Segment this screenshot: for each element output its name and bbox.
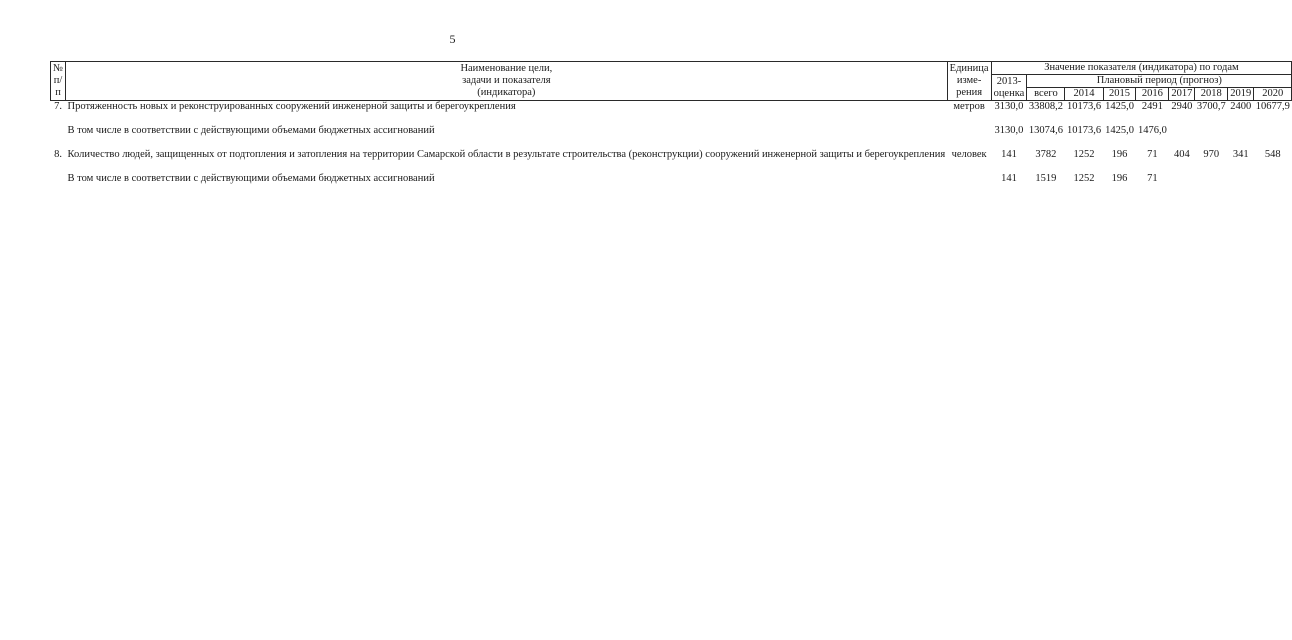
header-total: всего bbox=[1027, 88, 1065, 101]
indicator-table bbox=[50, 61, 1292, 185]
unit-cell: человек bbox=[951, 149, 987, 160]
unit-cell: метров bbox=[953, 101, 985, 112]
value-2019: 341 bbox=[1232, 149, 1249, 160]
value-2018: 970 bbox=[1203, 149, 1220, 160]
header-year-2014: 2014 bbox=[1065, 88, 1103, 101]
value-2018: 3700,7 bbox=[1196, 101, 1226, 112]
value-total: 33808,2 bbox=[1028, 101, 1063, 112]
header-number: № п/п bbox=[51, 62, 66, 101]
value-2018 bbox=[1195, 173, 1228, 185]
value-2016: 2491 bbox=[1141, 101, 1163, 112]
value-2017: 404 bbox=[1173, 149, 1190, 160]
value-2014: 1252 bbox=[1073, 173, 1095, 184]
value-estimate-2013: 3130,0 bbox=[994, 101, 1024, 112]
header-year-2016: 2016 bbox=[1136, 88, 1169, 101]
value-2016: 71 bbox=[1147, 173, 1158, 184]
header-estimate-2013: 2013- оценка bbox=[991, 75, 1027, 101]
header-values-by-year: Значение показателя (индикатора) по годам bbox=[991, 62, 1292, 75]
value-2019: 2400 bbox=[1230, 101, 1252, 112]
header-year-2019: 2019 bbox=[1228, 88, 1254, 101]
header-year-2018: 2018 bbox=[1195, 88, 1228, 101]
unit-cell bbox=[947, 125, 991, 137]
value-total: 3782 bbox=[1035, 149, 1057, 160]
table-row bbox=[51, 101, 1292, 114]
value-2018 bbox=[1195, 125, 1228, 137]
header-name: Наименование цели, задачи и показателя (индикатора) bbox=[66, 62, 948, 101]
value-total: 13074,6 bbox=[1028, 125, 1063, 136]
value-2014: 10173,6 bbox=[1066, 101, 1102, 112]
header-year-2020: 2020 bbox=[1254, 88, 1292, 101]
value-2015: 196 bbox=[1111, 173, 1128, 184]
value-2014: 10173,6 bbox=[1066, 125, 1102, 136]
value-total: 1519 bbox=[1035, 173, 1057, 184]
value-2015: 196 bbox=[1111, 149, 1128, 160]
row-number bbox=[51, 173, 66, 185]
header-planned-period: Плановый период (прогноз) bbox=[1027, 75, 1292, 88]
value-2019 bbox=[1228, 125, 1254, 137]
value-2020: 10677,9 bbox=[1255, 101, 1290, 112]
value-estimate-2013: 141 bbox=[1001, 173, 1017, 184]
value-2017: 2940 bbox=[1171, 101, 1193, 112]
unit-cell bbox=[947, 173, 991, 185]
value-2020 bbox=[1254, 173, 1292, 185]
page-number: 5 bbox=[449, 32, 456, 46]
value-2017 bbox=[1169, 125, 1195, 137]
value-2015: 1425,0 bbox=[1105, 125, 1134, 136]
value-2020 bbox=[1254, 125, 1292, 137]
value-2015: 1425,0 bbox=[1105, 101, 1134, 112]
indicator-name: В том числе в соответствии с действующими объемами бюджетных ассигнований bbox=[67, 173, 435, 184]
value-2019 bbox=[1228, 173, 1254, 185]
indicator-name: Протяженность новых и реконструированных сооружений инженерной защиты и берегоукрепления bbox=[67, 101, 516, 112]
value-2020: 548 bbox=[1264, 149, 1281, 160]
row-number: 8. bbox=[54, 149, 62, 160]
value-2014: 1252 bbox=[1073, 149, 1095, 160]
header-unit: Единица изме- рения bbox=[947, 62, 991, 101]
value-2016: 71 bbox=[1147, 149, 1158, 160]
indicator-name: Количество людей, защищенных от подтопления и затопления на территории Самарской области в результате строительства (реконструкции) сооружений инженерной защиты и берегоукрепления bbox=[67, 149, 946, 160]
value-estimate-2013: 141 bbox=[1001, 149, 1017, 160]
row-number: 7. bbox=[54, 101, 62, 112]
row-number bbox=[51, 125, 66, 137]
value-2017 bbox=[1169, 173, 1195, 185]
header-year-2017: 2017 bbox=[1169, 88, 1195, 101]
table-row bbox=[51, 125, 1292, 137]
value-estimate-2013: 3130,0 bbox=[994, 125, 1024, 136]
value-2016: 1476,0 bbox=[1137, 125, 1167, 136]
table-row bbox=[51, 173, 1292, 185]
indicator-name: В том числе в соответствии с действующими объемами бюджетных ассигнований bbox=[67, 125, 435, 136]
header-year-2015: 2015 bbox=[1103, 88, 1136, 101]
table-row bbox=[51, 149, 1292, 161]
